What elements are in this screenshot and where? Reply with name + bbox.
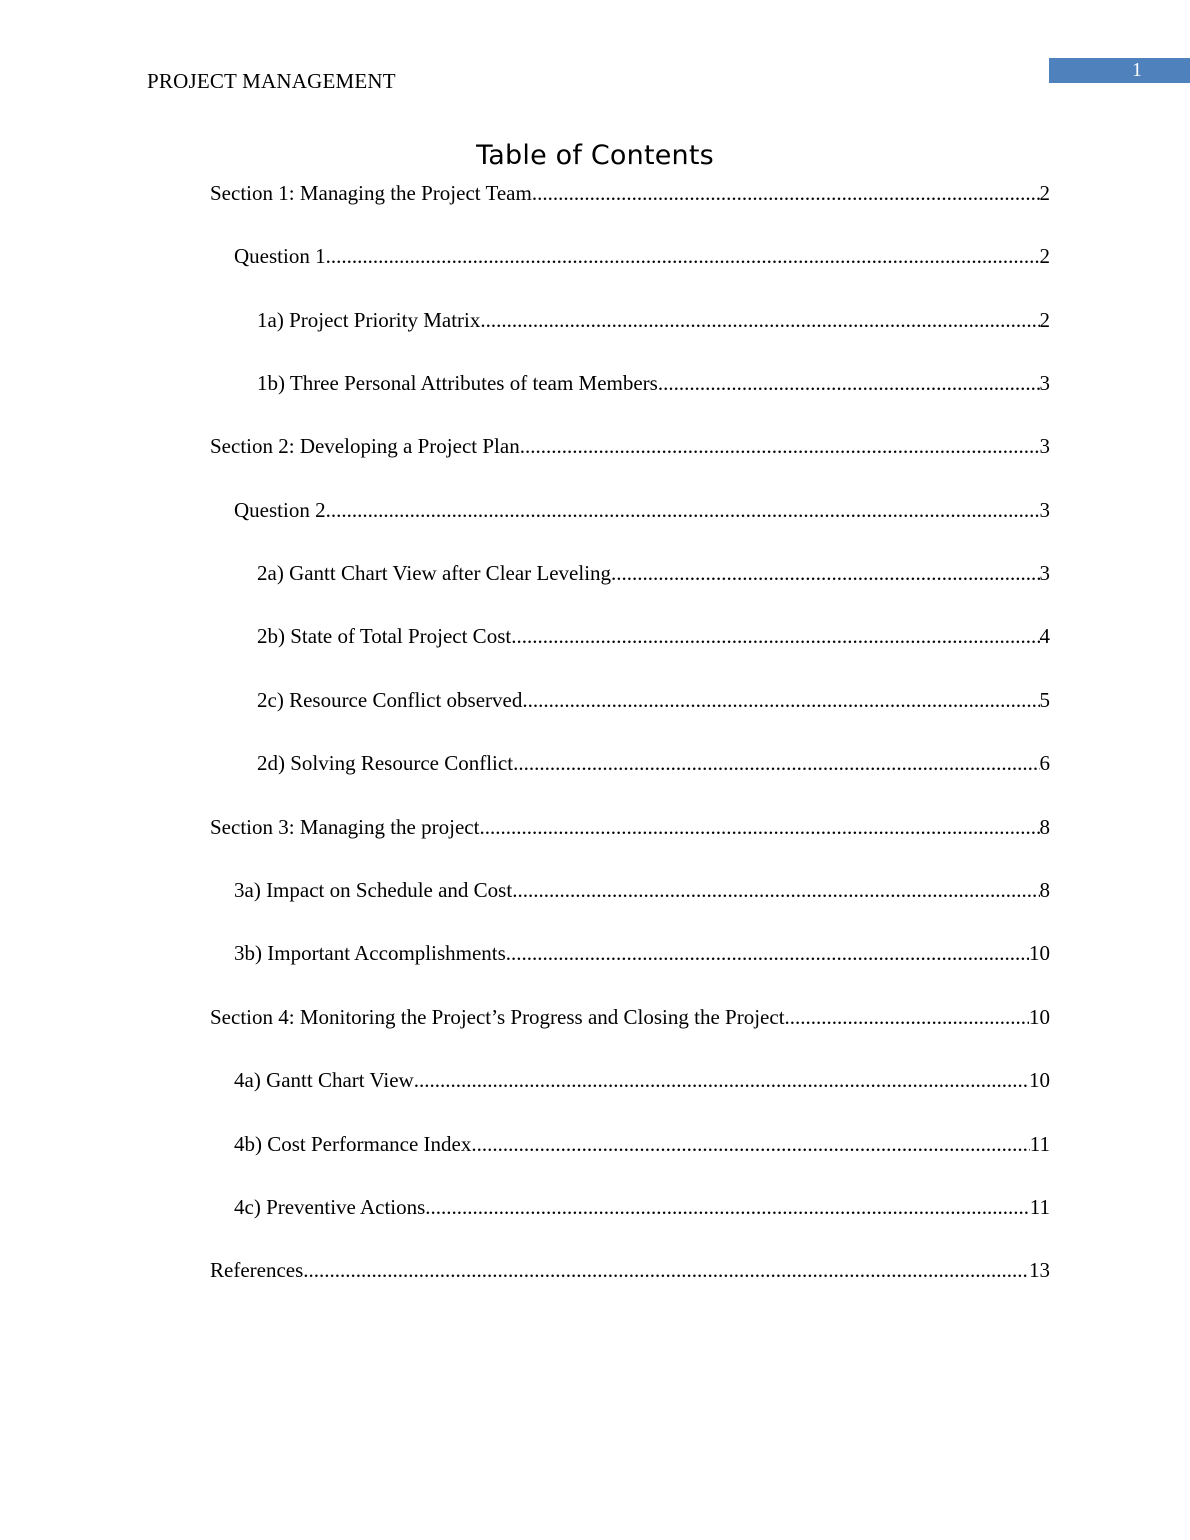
toc-entry-page: 10 (1029, 941, 1050, 965)
toc-dot-leader (513, 748, 1039, 778)
toc-entry-3b[interactable] (234, 938, 1050, 968)
toc-entry-page: 13 (1029, 1258, 1050, 1282)
toc-entry-label: References (210, 1258, 304, 1282)
toc-entry-2a[interactable] (257, 558, 1050, 588)
toc-entry-2d[interactable] (257, 748, 1050, 778)
page-number: 1 (1132, 59, 1142, 81)
toc-dot-leader (511, 621, 1039, 651)
toc-entry-page: 5 (1039, 688, 1050, 712)
toc-entry-label: Section 3: Managing the project (210, 815, 480, 839)
toc-entry-2b[interactable] (257, 621, 1050, 651)
toc-entry-3a[interactable] (234, 875, 1050, 905)
toc-entry-question-1[interactable] (234, 241, 1050, 271)
toc-entry-label: 1b) Three Personal Attributes of team Members (257, 371, 658, 395)
toc-entry-4c[interactable] (234, 1192, 1050, 1222)
page-number-box (1049, 58, 1190, 83)
toc-title: Table of Contents (476, 140, 714, 171)
toc-entry-label: 1a) Project Priority Matrix (257, 308, 481, 332)
running-head: PROJECT MANAGEMENT (147, 69, 396, 93)
toc-entry-page: 11 (1029, 1132, 1050, 1156)
toc-entry-section-2[interactable] (210, 431, 1050, 461)
toc-entry-2c[interactable] (257, 685, 1050, 715)
toc-entry-label: 2c) Resource Conflict observed (257, 688, 523, 712)
toc-entry-page: 3 (1039, 434, 1050, 458)
toc-dot-leader (326, 495, 1040, 525)
toc-entry-page: 8 (1039, 878, 1050, 902)
toc-entry-section-1[interactable] (210, 178, 1050, 208)
toc-entry-page: 11 (1029, 1195, 1050, 1219)
toc-entry-1b[interactable] (257, 368, 1050, 398)
toc-entry-label: 3a) Impact on Schedule and Cost (234, 878, 513, 902)
toc-dot-leader (303, 1255, 1029, 1285)
toc-dot-leader (326, 241, 1040, 271)
toc-dot-leader (414, 1065, 1029, 1095)
toc-entry-page: 3 (1039, 371, 1050, 395)
toc-entry-page: 6 (1039, 751, 1050, 775)
toc-entry-page: 10 (1029, 1068, 1050, 1092)
toc-dot-leader (479, 812, 1039, 842)
toc-entry-label: 4c) Preventive Actions (234, 1195, 426, 1219)
toc-entry-page: 3 (1039, 561, 1050, 585)
toc-entry-4a[interactable] (234, 1065, 1050, 1095)
toc-dot-leader (480, 305, 1039, 335)
toc-entry-label: Section 4: Monitoring the Project’s Progress and Closing the Project (210, 1005, 785, 1029)
toc-dot-leader (658, 368, 1040, 398)
toc-entry-label: 2a) Gantt Chart View after Clear Leveling (257, 561, 612, 585)
toc-dot-leader (520, 431, 1040, 461)
toc-entry-label: 4a) Gantt Chart View (234, 1068, 414, 1092)
toc-dot-leader (611, 558, 1039, 588)
toc-entry-4b[interactable] (234, 1129, 1050, 1159)
toc-entry-page: 4 (1039, 624, 1050, 648)
toc-dot-leader (512, 875, 1039, 905)
toc-entry-section-4[interactable] (210, 1002, 1050, 1032)
toc-entry-page: 8 (1039, 815, 1050, 839)
toc-entry-references[interactable] (210, 1255, 1050, 1285)
toc-entry-question-2[interactable] (234, 495, 1050, 525)
toc-dot-leader (785, 1002, 1029, 1032)
toc-entry-page: 2 (1039, 244, 1050, 268)
toc-dot-leader (522, 685, 1039, 715)
toc-dot-leader (532, 178, 1040, 208)
toc-entry-label: 3b) Important Accomplishments (234, 941, 506, 965)
toc-entry-page: 10 (1029, 1005, 1050, 1029)
toc-entry-label: Question 2 (234, 498, 326, 522)
toc-entry-1a[interactable] (257, 305, 1050, 335)
toc-dot-leader (471, 1129, 1029, 1159)
toc-entry-page: 2 (1039, 308, 1050, 332)
toc-dot-leader (425, 1192, 1029, 1222)
toc-entry-label: 2b) State of Total Project Cost (257, 624, 512, 648)
toc-entry-label: 2d) Solving Resource Conflict (257, 751, 514, 775)
toc-dot-leader (506, 938, 1029, 968)
toc-entry-label: Section 2: Developing a Project Plan (210, 434, 520, 458)
toc-entry-label: Question 1 (234, 244, 326, 268)
toc-entry-page: 2 (1039, 181, 1050, 205)
toc-entry-label: 4b) Cost Performance Index (234, 1132, 472, 1156)
toc-entry-page: 3 (1039, 498, 1050, 522)
toc-entry-section-3[interactable] (210, 812, 1050, 842)
toc-entry-label: Section 1: Managing the Project Team (210, 181, 532, 205)
